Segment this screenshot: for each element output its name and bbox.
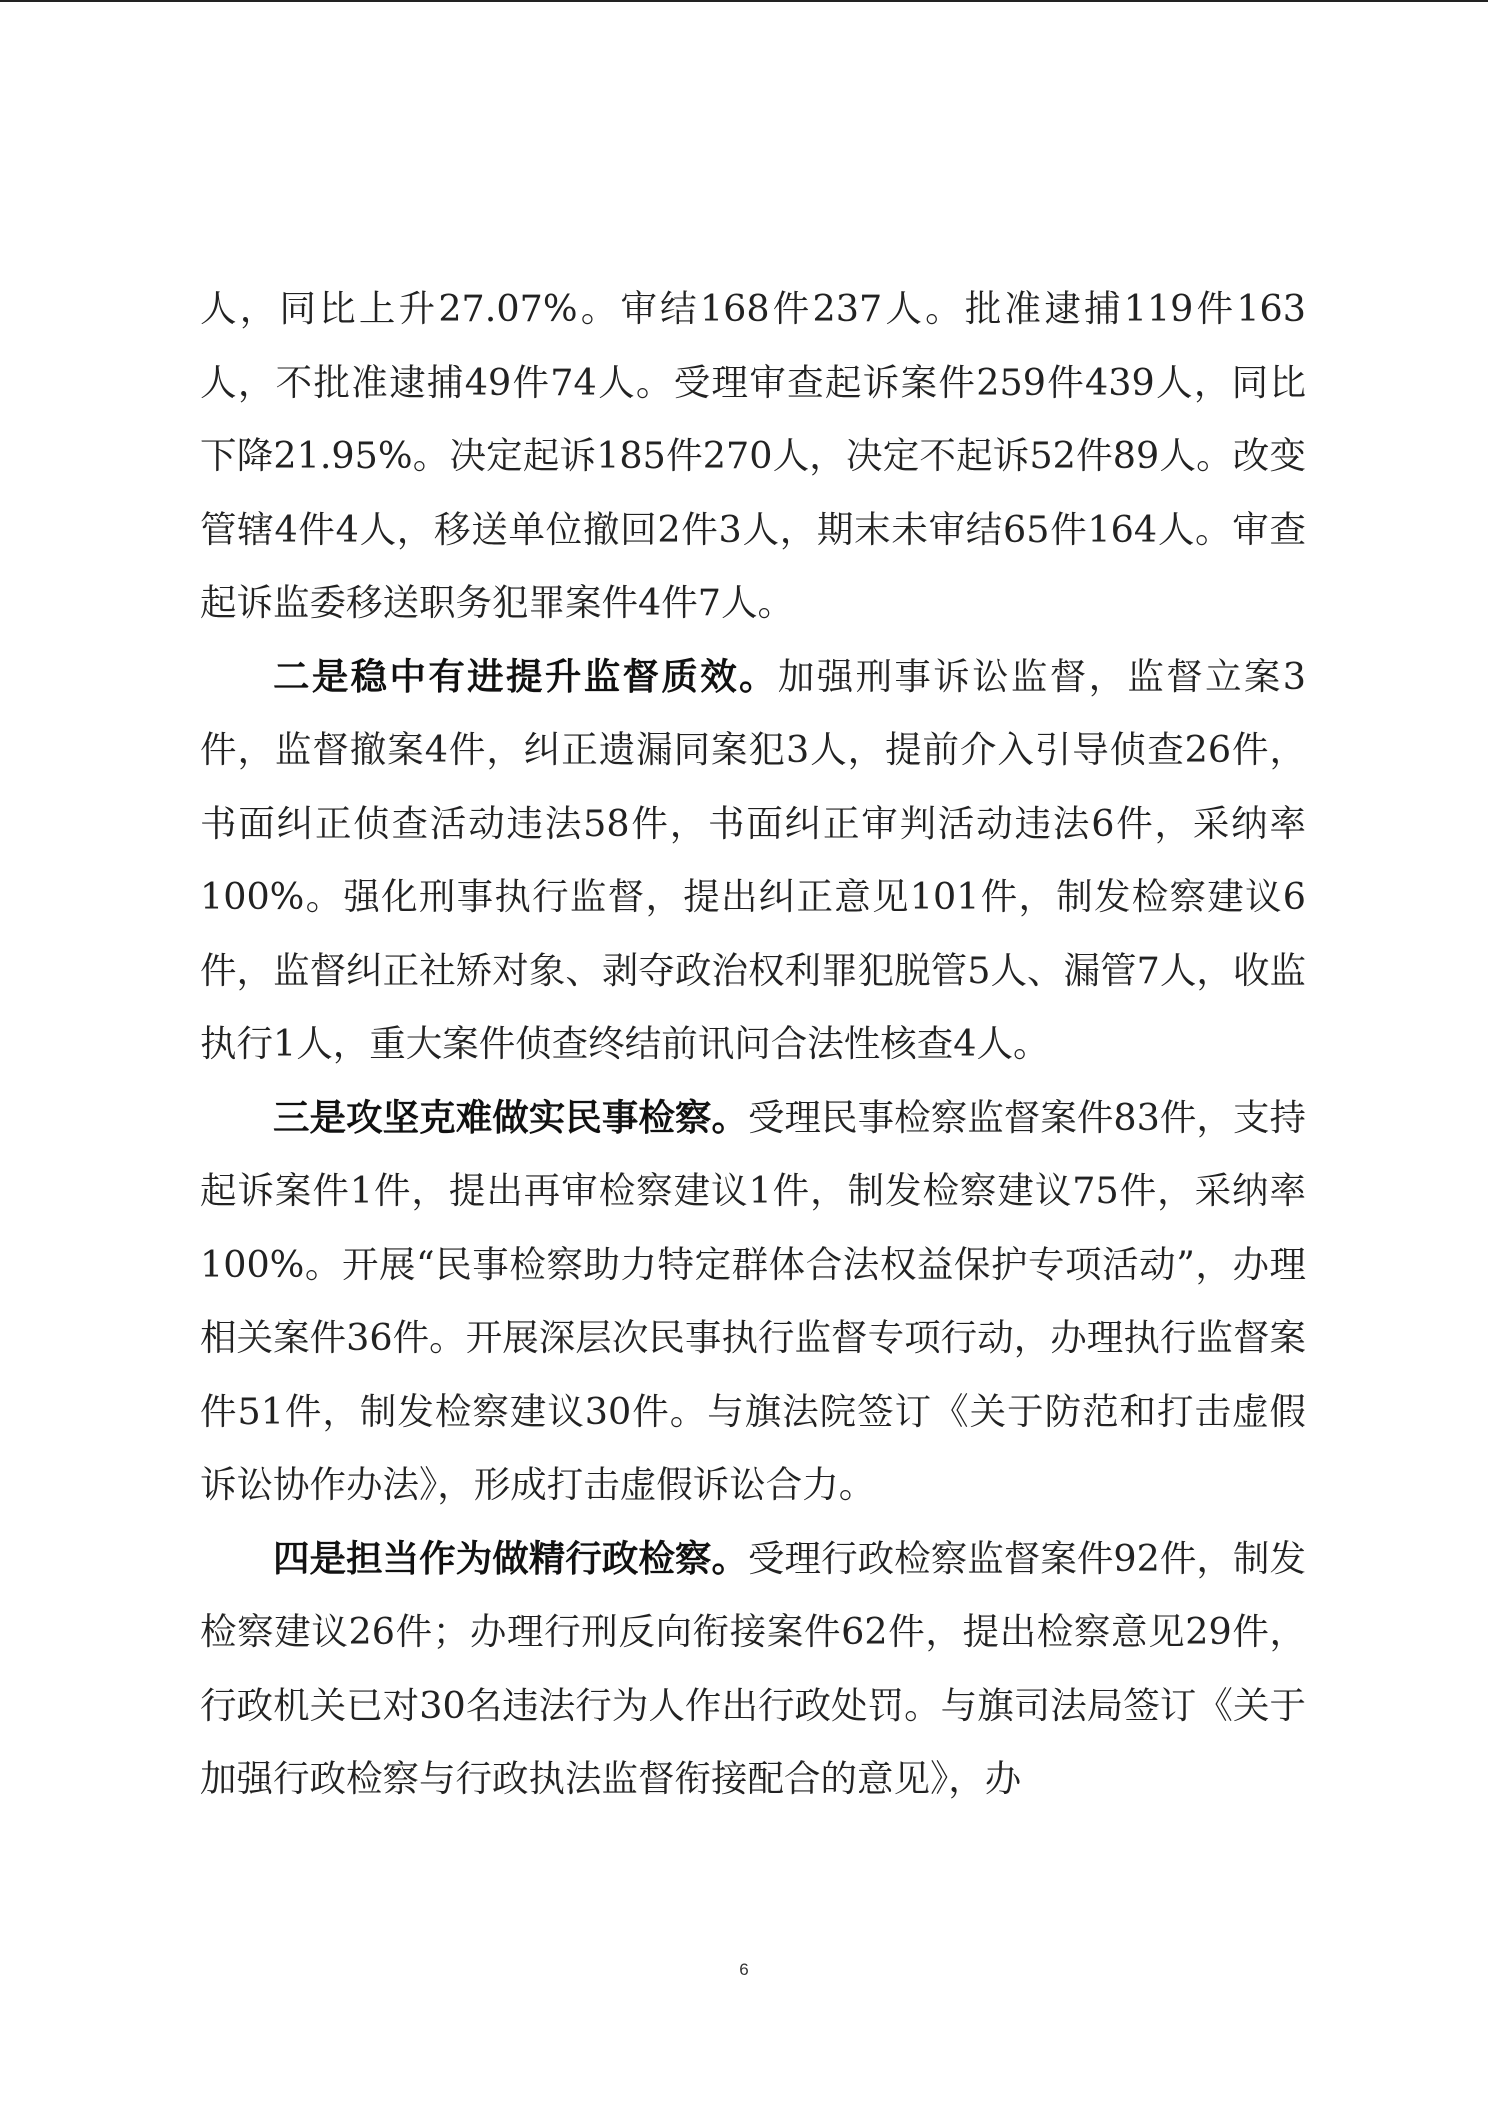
paragraph-lead-heading: 四是担当作为做精行政检察。	[273, 1536, 749, 1580]
paragraph-text: 受理民事检察监督案件83件，支持起诉案件1件，提出再审检察建议1件，制发检察建议75件，采纳率100%。开展“民事检察助力特定群体合法权益保护专项活动”，办理相关案件36件。开展深层次民事执行监督专项行动，办理执行监督案件51件，制发检察建议30件。与旗法院签订《关于防范和打击虚假诉讼协作办法》，形成打击虚假诉讼合力。	[200, 1095, 1307, 1506]
document-body	[200, 272, 1306, 1816]
paragraph-administrative-procuratorate	[200, 1522, 1306, 1816]
paragraph-text: 受理行政检察监督案件92件，制发检察建议26件；办理行刑反向衔接案件62件，提出检察意见29件，行政机关已对30名违法行为人作出行政处罚。与旗司法局签订《关于加强行政检察与行政执法监督衔接配合的意见》，办	[200, 1536, 1307, 1800]
paragraph-civil-procuratorate	[200, 1081, 1306, 1522]
paragraph-lead-heading: 三是攻坚克难做实民事检察。	[273, 1095, 749, 1139]
paragraph-text: 加强刑事诉讼监督，监督立案3件，监督撤案4件，纠正遗漏同案犯3人，提前介入引导侦查26件，书面纠正侦查活动违法58件，书面纠正审判活动违法6件，采纳率100%。强化刑事执行监督，提出纠正意见101件，制发检察建议6件，监督纠正社矫对象、剥夺政治权利罪犯脱管5人、漏管7人，收监执行1人，重大案件侦查终结前讯问合法性核查4人。	[200, 654, 1306, 1065]
paragraph-supervision-quality	[200, 640, 1306, 1081]
paragraph-lead-heading: 二是稳中有进提升监督质效。	[273, 654, 778, 698]
paragraph-continued	[200, 272, 1306, 640]
paragraph-text: 人，同比上升27.07%。审结168件237人。批准逮捕119件163人，不批准逮捕49件74人。受理审查起诉案件259件439人，同比下降21.95%。决定起诉185件270人，决定不起诉52件89人。改变管辖4件4人，移送单位撤回2件3人，期末未审结65件164人。审查起诉监委移送职务犯罪案件4件7人。	[200, 287, 1306, 624]
page-number: 6	[739, 1960, 749, 1979]
